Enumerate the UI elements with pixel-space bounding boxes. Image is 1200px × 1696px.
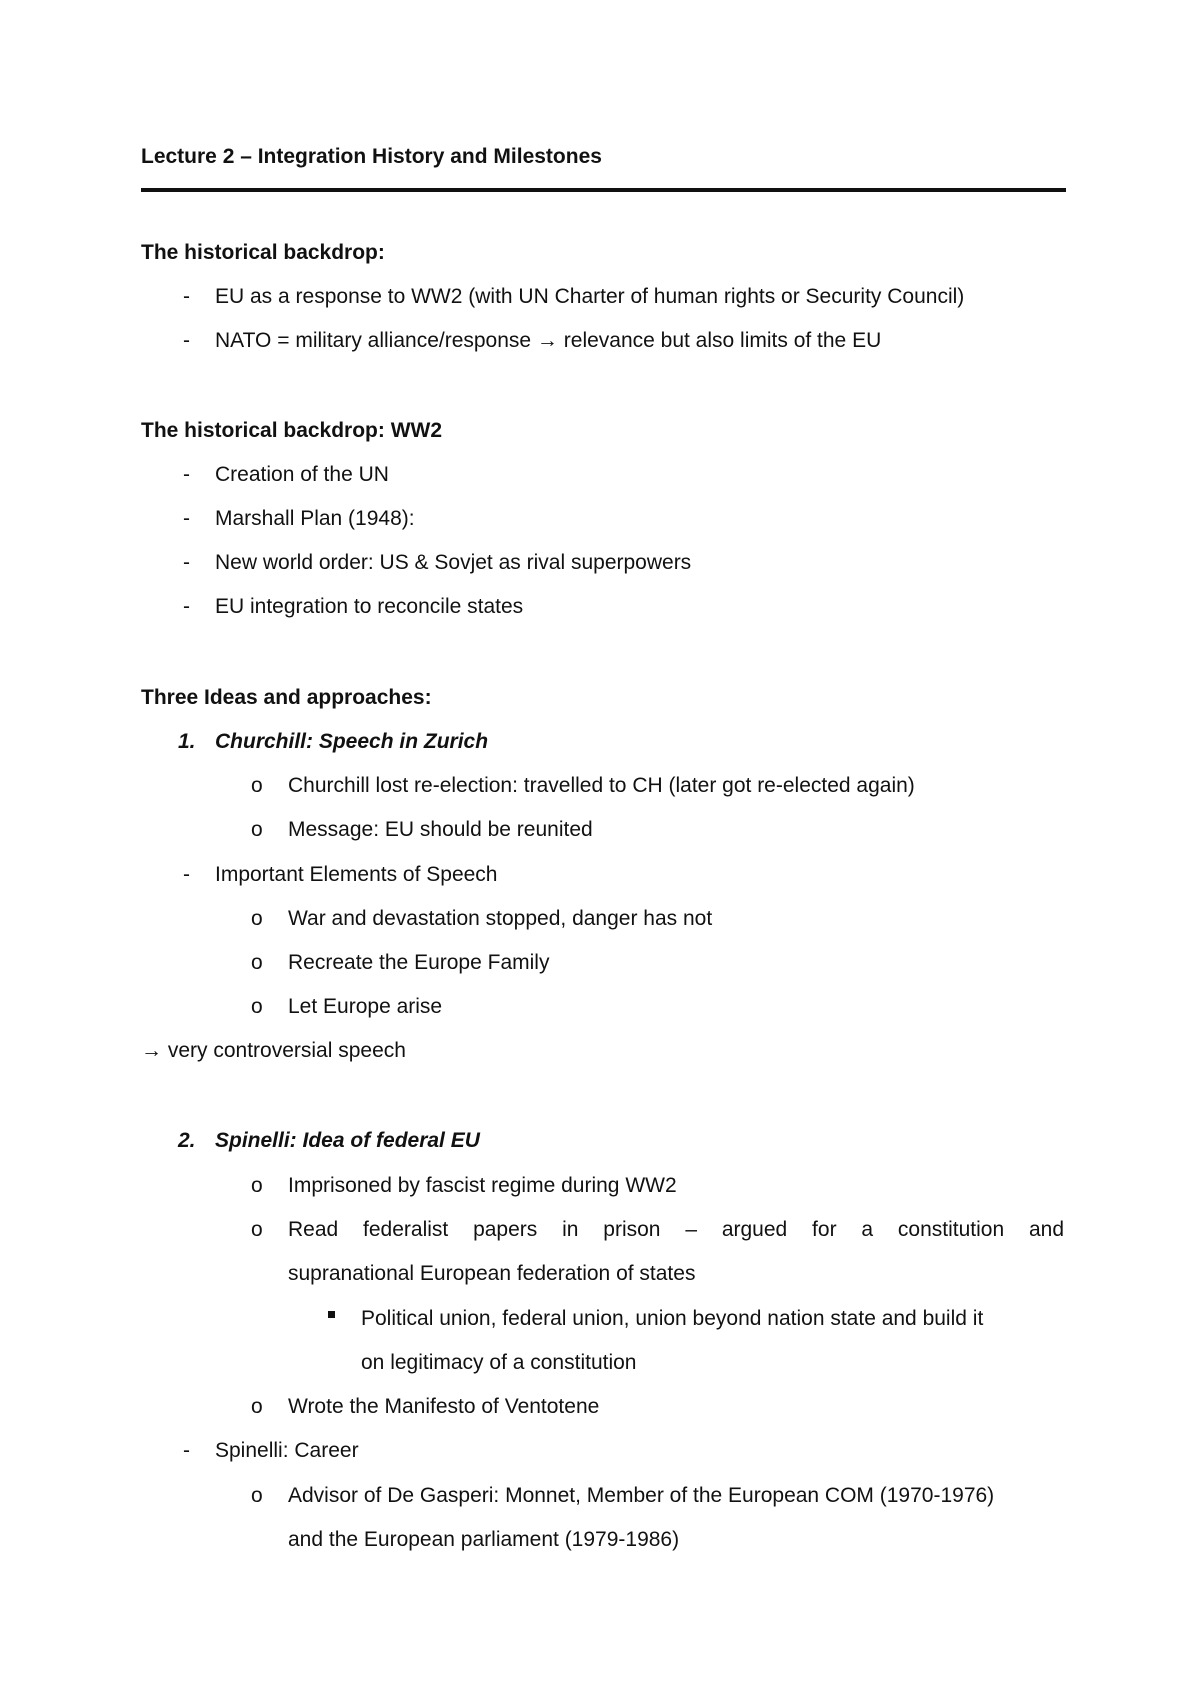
list-item: Spinelli: Career (215, 1439, 359, 1462)
conclusion-text: → very controversial speech (141, 1039, 406, 1062)
section-heading-ideas: Three Ideas and approaches: (141, 686, 432, 709)
list-item: Wrote the Manifesto of Ventotene (288, 1395, 600, 1418)
idea-title-churchill: Churchill: Speech in Zurich (215, 730, 489, 753)
idea-title-spinelli: Spinelli: Idea of federal EU (215, 1129, 480, 1152)
list-item: War and devastation stopped, danger has not (288, 907, 713, 930)
dash-marker: - (183, 463, 190, 486)
list-item: Important Elements of Speech (215, 863, 498, 886)
list-item-continuation: on legitimacy of a constitution (361, 1351, 637, 1374)
numbered-marker: 1. (178, 730, 196, 753)
dash-marker: - (183, 285, 190, 308)
circle-marker: o (251, 1218, 263, 1241)
list-item-continuation: and the European parliament (1979-1986) (288, 1528, 680, 1551)
dash-marker: - (183, 1439, 190, 1462)
circle-marker: o (251, 774, 263, 797)
list-item: Churchill lost re-election: travelled to CH (later got re-elected again) (288, 774, 915, 797)
section-heading-backdrop: The historical backdrop: (141, 241, 385, 264)
list-item: Advisor of De Gasperi: Monnet, Member of the European COM (1970-1976) (288, 1484, 995, 1507)
title-underline (141, 188, 1066, 192)
circle-marker: o (251, 1484, 263, 1507)
list-item: EU integration to reconcile states (215, 595, 524, 618)
list-item-continuation: supranational European federation of states (288, 1262, 696, 1285)
dash-marker: - (183, 507, 190, 530)
page-title: Lecture 2 – Integration History and Milestones (141, 145, 602, 168)
dash-marker: - (183, 551, 190, 574)
circle-marker: o (251, 818, 263, 841)
list-item: EU as a response to WW2 (with UN Charter of human rights or Security Council) (215, 285, 965, 308)
list-item: New world order: US & Sovjet as rival superpowers (215, 551, 692, 574)
list-item: Let Europe arise (288, 995, 443, 1018)
list-item-justified: Read federalist papers in prison – argued for a constitution and (288, 1218, 1064, 1241)
section-heading-backdrop-ww2: The historical backdrop: WW2 (141, 419, 443, 442)
list-item: NATO = military alliance/response → relevance but also limits of the EU (215, 329, 882, 352)
circle-marker: o (251, 951, 263, 974)
list-item: Recreate the Europe Family (288, 951, 550, 974)
list-item: Message: EU should be reunited (288, 818, 593, 841)
numbered-marker: 2. (178, 1129, 196, 1152)
circle-marker: o (251, 995, 263, 1018)
circle-marker: o (251, 1395, 263, 1418)
list-item: Marshall Plan (1948): (215, 507, 415, 530)
square-bullet-icon (328, 1311, 335, 1318)
circle-marker: o (251, 1174, 263, 1197)
list-item: Political union, federal union, union beyond nation state and build it (361, 1307, 984, 1330)
circle-marker: o (251, 907, 263, 930)
dash-marker: - (183, 329, 190, 352)
list-item: Creation of the UN (215, 463, 389, 486)
dash-marker: - (183, 595, 190, 618)
list-item: Imprisoned by fascist regime during WW2 (288, 1174, 677, 1197)
dash-marker: - (183, 863, 190, 886)
